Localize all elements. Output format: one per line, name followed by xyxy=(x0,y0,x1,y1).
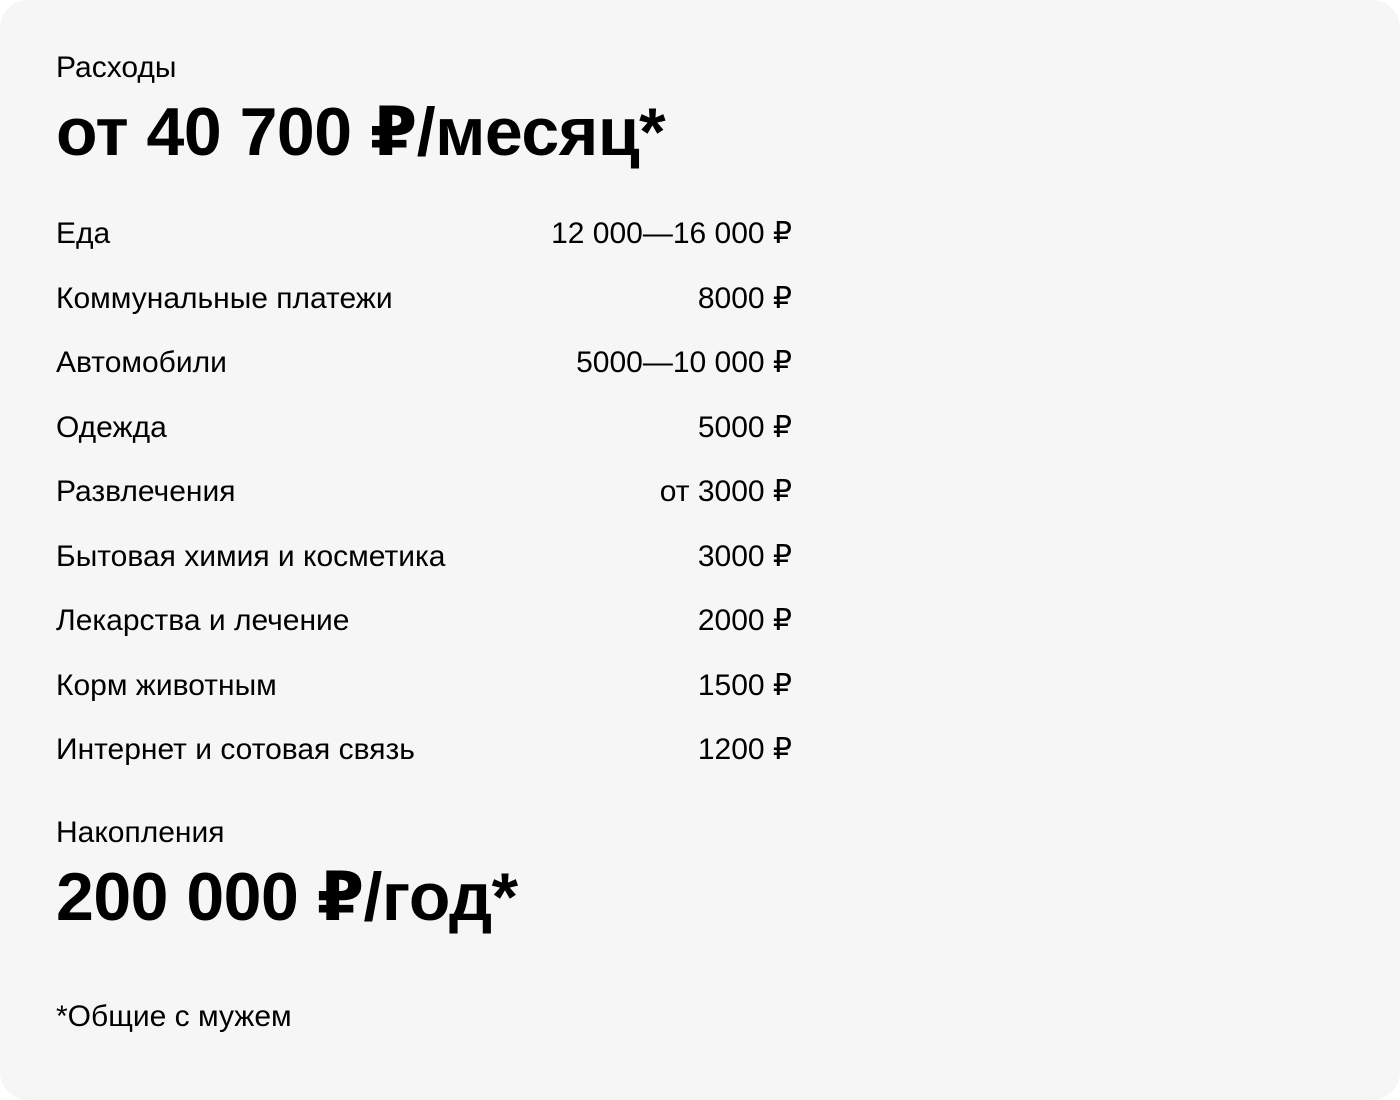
expense-amount: 1500 ₽ xyxy=(697,668,792,702)
expenses-list xyxy=(56,211,792,792)
expense-category: Одежда xyxy=(56,410,167,444)
expense-row xyxy=(56,534,792,599)
expense-category: Интернет и сотовая связь xyxy=(56,733,415,766)
expense-category: Бытовая химия и косметика xyxy=(56,539,446,573)
expense-category: Автомобили xyxy=(56,346,227,379)
expense-row xyxy=(56,469,792,534)
savings-label: Накопления xyxy=(56,816,225,849)
expense-row xyxy=(56,340,792,405)
expense-category: Коммунальные платежи xyxy=(56,281,393,315)
expense-category: Еда xyxy=(56,217,111,250)
savings-total: 200 000 ₽/год* xyxy=(56,859,518,935)
expense-category: Лекарства и лечение xyxy=(56,604,350,637)
expense-row xyxy=(56,405,792,470)
expense-amount: 2000 ₽ xyxy=(697,604,792,637)
expense-row xyxy=(56,211,792,276)
expense-row xyxy=(56,276,792,341)
expense-row xyxy=(56,727,792,792)
expense-amount: 12 000—16 000 ₽ xyxy=(551,217,792,250)
expense-category: Развлечения xyxy=(56,475,236,508)
expense-amount: 3000 ₽ xyxy=(697,539,792,573)
expense-amount: 5000—10 000 ₽ xyxy=(576,346,792,379)
footnote: *Общие с мужем xyxy=(56,1000,292,1033)
expense-row xyxy=(56,598,792,663)
expense-amount: от 3000 ₽ xyxy=(659,475,792,508)
expense-amount: 8000 ₽ xyxy=(697,281,792,315)
expense-row xyxy=(56,663,792,728)
expenses-label: Расходы xyxy=(56,51,177,84)
expense-amount: 5000 ₽ xyxy=(697,410,792,444)
expenses-total: от 40 700 ₽/месяц* xyxy=(56,94,666,170)
expense-category: Корм животным xyxy=(56,668,277,702)
expense-amount: 1200 ₽ xyxy=(697,733,792,766)
